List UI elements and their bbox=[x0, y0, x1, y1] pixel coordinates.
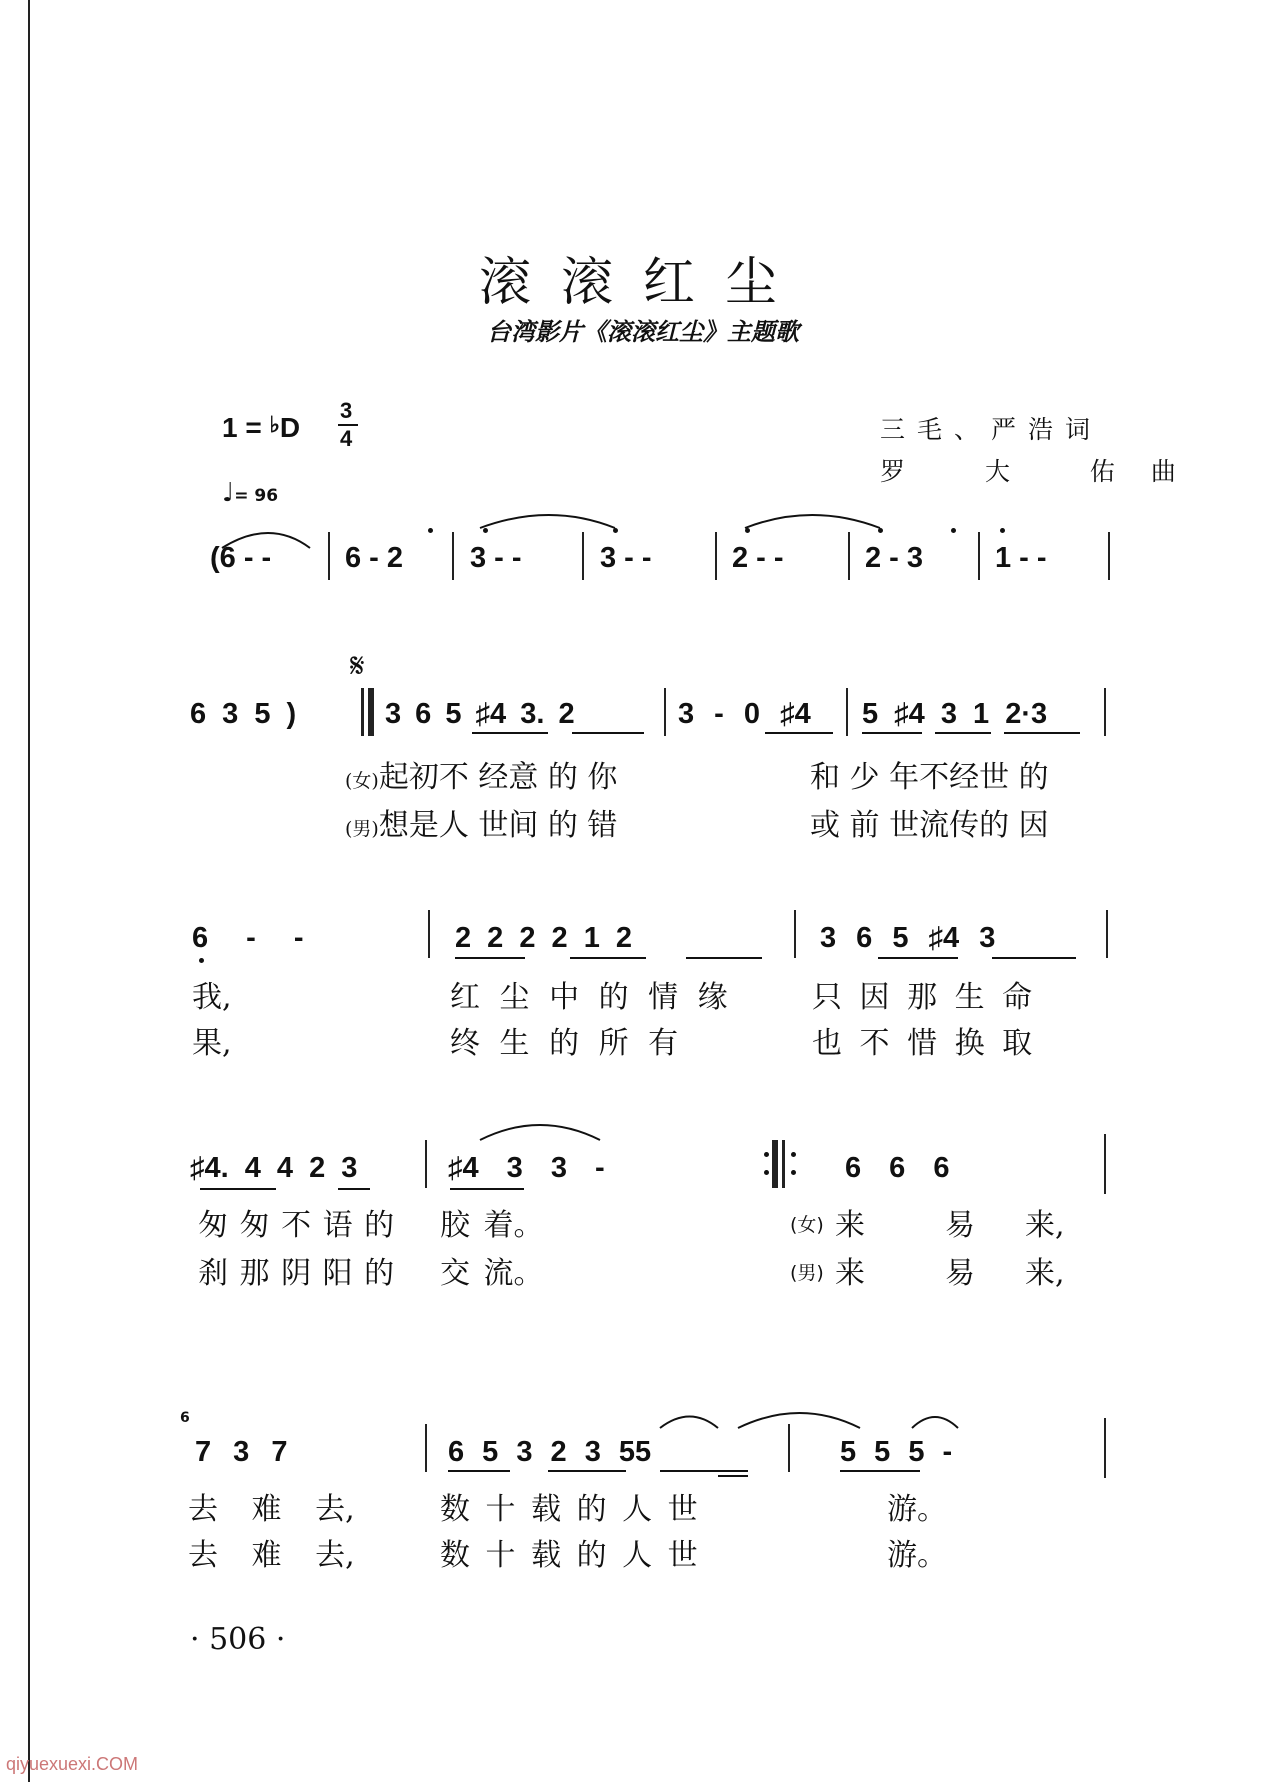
time-signature-top: 3 bbox=[340, 398, 353, 423]
measure-7: 1 - - bbox=[995, 542, 1047, 574]
flat-sign: ♭ bbox=[269, 412, 280, 437]
lyric-verse-2-c: 也 不 惜 换 取 bbox=[812, 1026, 1033, 1061]
lyric-verse-2-b: 交 流。 bbox=[440, 1256, 544, 1291]
measure-12: 6 - - bbox=[192, 922, 304, 954]
measure-2: 6 - 2 bbox=[345, 542, 404, 574]
lyric-verse-1-b: 和 少 年不经世 的 bbox=[810, 760, 1049, 795]
measure-9: 3 6 5 ♯4 3. 2 bbox=[385, 698, 575, 730]
measure-20: 5 5 5 - bbox=[840, 1436, 953, 1468]
tie bbox=[660, 1417, 718, 1429]
lyric-verse-1-b: 胶 着。 bbox=[440, 1208, 544, 1243]
lyric-segment: 想是人 世间 的 错 bbox=[378, 808, 618, 843]
key-prefix: 1 = bbox=[222, 412, 262, 443]
measure-16: ♯4 3 3 - bbox=[448, 1152, 605, 1184]
tie bbox=[222, 533, 310, 548]
lyric-verse-1: 匆 匆 不 语 的 bbox=[198, 1208, 395, 1243]
measure-4: 3 - - bbox=[600, 542, 652, 574]
measure-3: 3 - - bbox=[470, 542, 522, 574]
lyric-verse-1-right: 来 bbox=[835, 1208, 865, 1243]
song-subtitle: 台湾影片《滚滚红尘》主题歌 bbox=[487, 318, 799, 346]
measure-8: 6 3 5 ) bbox=[190, 698, 297, 730]
tie bbox=[480, 1125, 600, 1140]
lyric-verse-2-right: 来 bbox=[835, 1256, 865, 1291]
lyric-verse-1-b: 数 十 载 的 人 世 bbox=[440, 1492, 698, 1527]
lyric-verse-2-c: 游。 bbox=[887, 1538, 947, 1573]
tie bbox=[480, 515, 615, 528]
lyric-verse-1: 去 难 去, bbox=[188, 1492, 355, 1527]
lyric-segment: 起初不 经意 的 你 bbox=[378, 760, 618, 795]
lyricist-credit: 三毛、严浩词 bbox=[880, 415, 1103, 444]
measure-15: ♯4. 4 4 2 3 bbox=[190, 1152, 358, 1184]
grace-note: 6 bbox=[180, 1410, 190, 1426]
time-signature-bottom: 4 bbox=[340, 426, 353, 451]
lyric-verse-2: 去 难 去, bbox=[188, 1538, 355, 1573]
lyric-verse-1: 我, bbox=[192, 980, 232, 1015]
lyric-verse-1-right: 易 bbox=[945, 1208, 975, 1243]
lyric-verse-2-b: 数 十 载 的 人 世 bbox=[440, 1538, 698, 1573]
lyric-verse-1-right: 来, bbox=[1025, 1208, 1065, 1243]
measure-14: 3 6 5 ♯4 3 bbox=[820, 922, 996, 954]
tie bbox=[745, 515, 880, 528]
page-number: · 506 · bbox=[190, 1622, 286, 1657]
lyric-verse-2: 刹 那 阴 阳 的 bbox=[198, 1256, 395, 1291]
lyric-verse-1-c: 只 因 那 生 命 bbox=[812, 980, 1033, 1015]
segno-sign: 𝄋 bbox=[350, 646, 365, 686]
watermark: qiyuexuexi.COM bbox=[6, 1754, 139, 1774]
lyric-verse-2-right: 来, bbox=[1025, 1256, 1065, 1291]
quarter-note-icon: ♩ bbox=[222, 478, 235, 508]
measure-10: 3 - 0 ♯4 bbox=[678, 698, 811, 730]
tempo-value: = 96 bbox=[234, 486, 279, 506]
measure-13: 2 2 2 2 1 2 bbox=[455, 922, 633, 954]
measure-19: 6 5 3 2 3 55 bbox=[448, 1436, 652, 1468]
voice-tag-male: (男) bbox=[790, 1262, 824, 1284]
lyric-verse-1-c: 游。 bbox=[887, 1492, 947, 1527]
measure-17: 6 6 6 bbox=[845, 1152, 950, 1184]
measure-11: 5 ♯4 3 1 2·3 bbox=[862, 698, 1048, 730]
key-note: D bbox=[279, 412, 301, 443]
measure-6: 2 - 3 bbox=[865, 542, 924, 574]
lyric-verse-2-right: 易 bbox=[945, 1256, 975, 1291]
song-title: 滚滚红尘 bbox=[478, 253, 807, 313]
measure-18: 7 3 7 bbox=[195, 1436, 288, 1468]
lyric-verse-2-b: 或 前 世流传的 因 bbox=[810, 808, 1049, 843]
composer-credit: 罗 大 佑曲 bbox=[880, 457, 1212, 486]
tie bbox=[738, 1413, 860, 1428]
lyric-verse-2-b: 终 生 的 所 有 bbox=[450, 1026, 679, 1061]
lyric-verse-1-b: 红 尘 中 的 情 缘 bbox=[450, 980, 728, 1015]
voice-tag-male: (男) bbox=[345, 818, 379, 840]
voice-tag-female: (女) bbox=[790, 1214, 824, 1236]
measure-5: 2 - - bbox=[732, 542, 784, 574]
measure-1: (6 - - bbox=[210, 542, 272, 574]
tie bbox=[912, 1417, 958, 1428]
lyric-verse-2: 果, bbox=[192, 1026, 232, 1061]
voice-tag-female: (女) bbox=[345, 770, 379, 792]
